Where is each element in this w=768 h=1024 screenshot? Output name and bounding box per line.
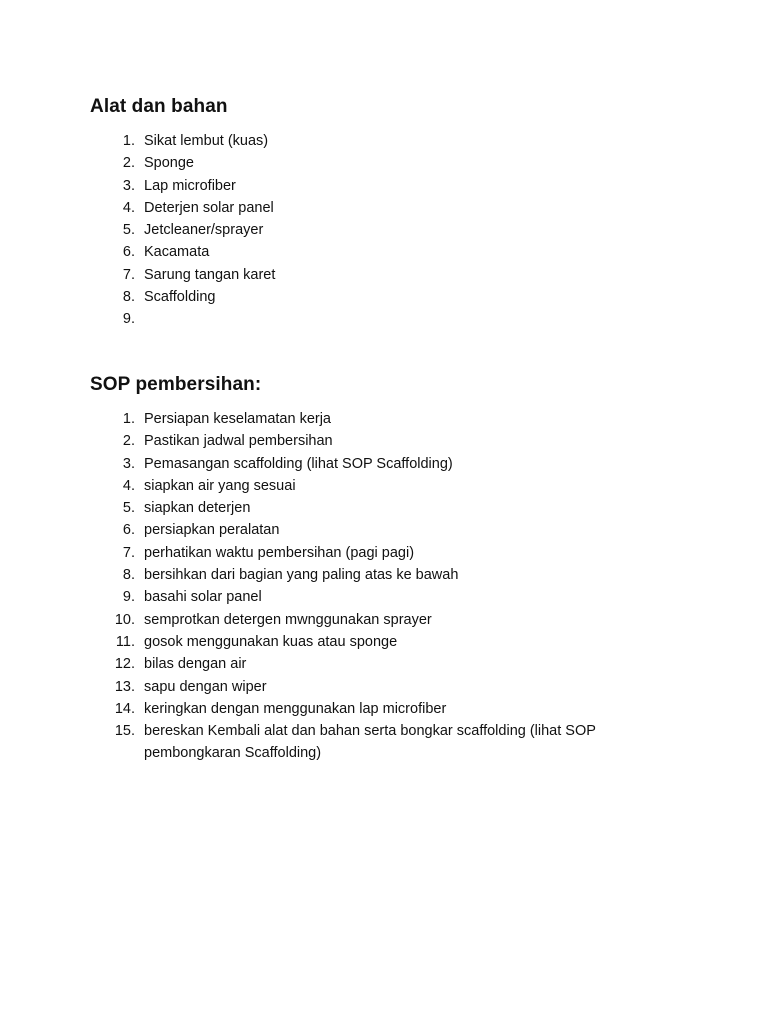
list-item-number: 14. (114, 700, 135, 717)
list-item-spacer (135, 175, 144, 197)
list-item (90, 631, 690, 653)
list-item-text: Sikat lembut (kuas) (144, 133, 269, 149)
sop-list (90, 408, 690, 765)
list-item-text: basahi solar panel (144, 589, 262, 606)
list-item (90, 698, 690, 720)
list-item-number: 9. (122, 589, 135, 606)
list-item-number: 7. (122, 266, 135, 283)
list-item-number: 1. (122, 133, 135, 149)
list-item (90, 286, 690, 308)
list-item-spacer (135, 453, 144, 475)
list-item-spacer (135, 586, 144, 608)
list-item-spacer (135, 264, 144, 286)
list-item-text: perhatikan waktu pembersihan (pagi pagi) (144, 544, 415, 561)
list-item-number: 1. (122, 411, 135, 427)
alat-list (90, 130, 690, 331)
list-item-number: 13. (114, 678, 135, 695)
list-item (90, 453, 690, 475)
list-item-number: 8. (122, 289, 135, 306)
list-item-spacer (135, 475, 144, 497)
list-item (90, 219, 690, 241)
list-item-text (144, 308, 614, 330)
list-item (90, 519, 690, 541)
sop-section (90, 372, 690, 765)
list-item-text: bersihkan dari bagian yang paling atas ke bawah (144, 567, 459, 584)
list-item-spacer (135, 197, 144, 219)
list-item-number: 12. (114, 656, 135, 673)
list-item-number: 11. (115, 633, 135, 650)
list-item (90, 653, 690, 675)
list-item-text: gosok menggunakan kuas atau sponge (144, 633, 398, 650)
list-item-text: persiapkan peralatan (144, 522, 280, 539)
list-item-spacer (135, 430, 144, 452)
list-item-text: siapkan deterjen (144, 500, 251, 517)
list-item-number: 5. (122, 500, 135, 517)
list-item-number: 4. (122, 477, 135, 494)
list-item-spacer (135, 286, 144, 308)
list-item-text: keringkan dengan menggunakan lap microfiber (144, 700, 447, 717)
list-item-text: Sponge (144, 155, 194, 172)
list-item-number: 10. (114, 611, 135, 628)
list-item-spacer (135, 308, 144, 330)
list-item (90, 475, 690, 497)
list-item (90, 542, 690, 564)
list-item (90, 720, 690, 765)
list-item (90, 408, 690, 430)
list-item-spacer (135, 130, 144, 152)
list-item-number: 7. (122, 544, 135, 561)
list-item-number: 15. (114, 723, 135, 740)
list-item-spacer (135, 631, 144, 653)
list-item-spacer (135, 497, 144, 519)
list-item-text: siapkan air yang sesuai (144, 477, 296, 494)
list-item-spacer (135, 542, 144, 564)
list-item-number: 8. (122, 567, 135, 584)
list-item (90, 152, 690, 174)
list-item-text: semprotkan detergen mwnggunakan sprayer (144, 611, 432, 628)
list-item-text: Scaffolding (144, 289, 216, 306)
list-item-number: 3. (122, 177, 135, 194)
list-item-text: Sarung tangan karet (144, 266, 276, 283)
list-item-text: Pemasangan scaffolding (lihat SOP Scaffolding) (144, 455, 453, 472)
list-item-spacer (135, 564, 144, 586)
list-item-text: Lap microfiber (144, 177, 236, 194)
list-item-spacer (135, 720, 144, 765)
list-item (90, 264, 690, 286)
list-item-number: 2. (122, 433, 135, 450)
list-item (90, 586, 690, 608)
list-item-spacer (135, 698, 144, 720)
alat-section (90, 94, 690, 331)
list-item (90, 175, 690, 197)
list-item-number: 3. (122, 455, 135, 472)
list-item (90, 609, 690, 631)
list-item-number: 9. (122, 311, 135, 328)
list-item-number: 6. (122, 522, 135, 539)
sop-heading: SOP pembersihan: (90, 374, 262, 395)
list-item (90, 430, 690, 452)
list-item (90, 130, 690, 152)
list-item (90, 197, 690, 219)
list-item-spacer (135, 519, 144, 541)
list-item-text: Persiapan keselamatan kerja (144, 411, 331, 427)
list-item-text: Kacamata (144, 244, 210, 261)
list-item-spacer (135, 676, 144, 698)
list-item-spacer (135, 241, 144, 263)
list-item-text: bilas dengan air (144, 656, 247, 673)
list-item-spacer (135, 408, 144, 430)
list-item (90, 564, 690, 586)
list-item-spacer (135, 219, 144, 241)
list-item-text: Jetcleaner/sprayer (144, 222, 264, 239)
list-item (90, 497, 690, 519)
list-item (90, 308, 690, 330)
list-item (90, 241, 690, 263)
list-item-spacer (135, 152, 144, 174)
list-item-text: Pastikan jadwal pembersihan (144, 433, 333, 450)
alat-heading: Alat dan bahan (90, 96, 228, 117)
list-item (90, 676, 690, 698)
list-item-spacer (135, 653, 144, 675)
list-item-text: Deterjen solar panel (144, 199, 274, 216)
list-item-text: sapu dengan wiper (144, 678, 267, 695)
list-item-text: bereskan Kembali alat dan bahan serta bongkar scaffolding (lihat SOP pembongkaran Scaffolding) (144, 723, 596, 762)
list-item-number: 5. (122, 222, 135, 239)
list-item-number: 6. (122, 244, 135, 261)
list-item-number: 4. (122, 199, 135, 216)
list-item-number: 2. (122, 155, 135, 172)
list-item-spacer (135, 609, 144, 631)
